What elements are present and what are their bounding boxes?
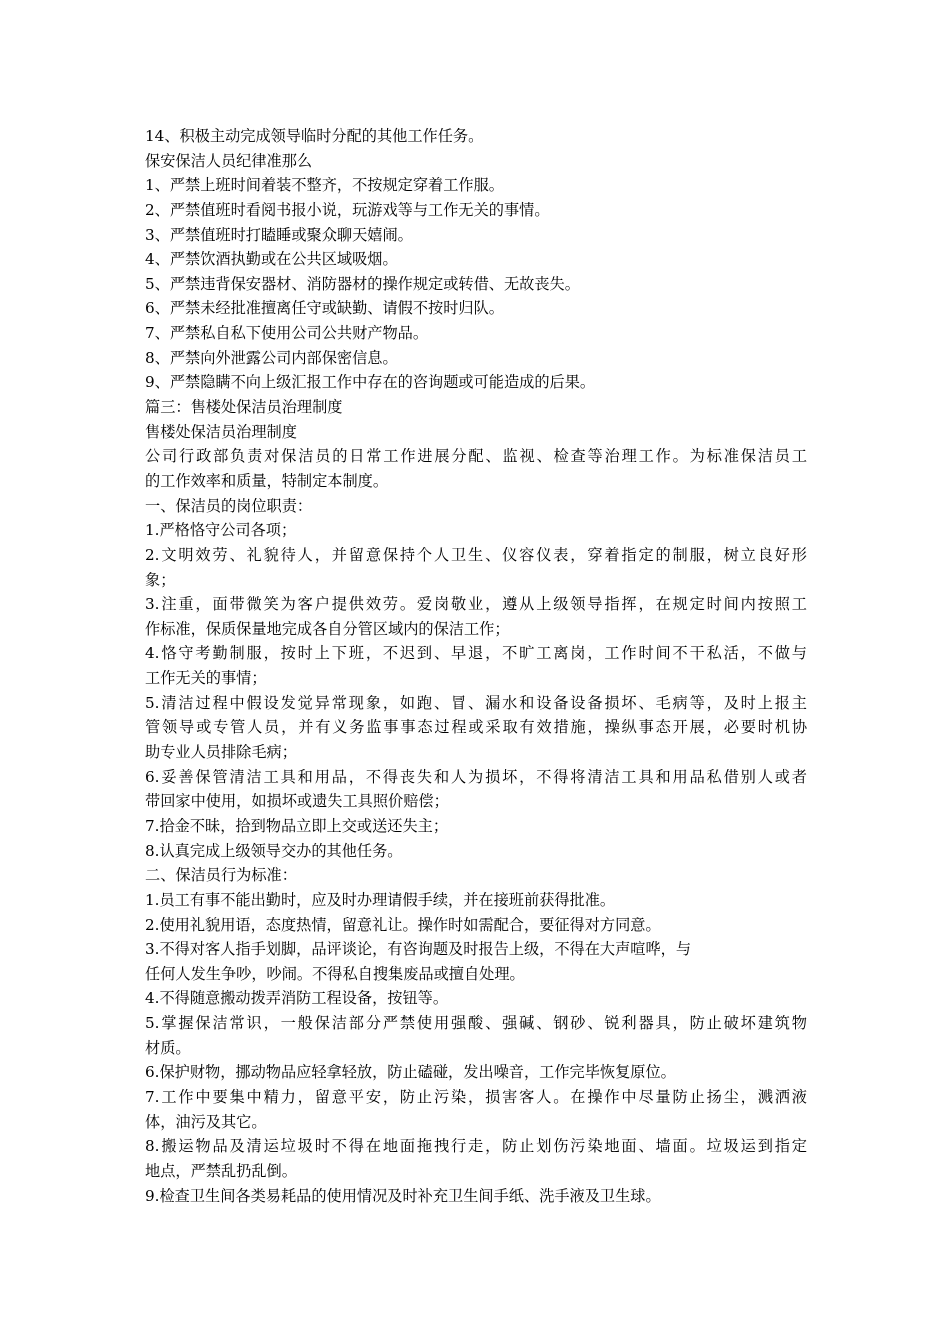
text-line: 2、严禁值班时看阅书报小说，玩游戏等与工作无关的事情。 — [145, 200, 550, 219]
text-line: 的工作效率和质量，特制定本制度。 — [145, 471, 388, 490]
text-line: 带回家中使用，如损坏或遗失工具照价赔偿； — [145, 792, 449, 811]
text-line: 5.掌握保洁常识，一般保洁部分严禁使用强酸、强碱、钢砂、锐利器具，防止破坏建筑物 — [145, 1014, 807, 1033]
text-line: 3.注重，面带微笑为客户提供效劳。爱岗敬业，遵从上级领导指挥，在规定时间内按照工 — [145, 595, 807, 614]
text-line: 助专业人员排除毛病； — [145, 743, 297, 762]
text-line: 象； — [145, 570, 176, 589]
text-line: 保安保洁人员纪律准那么 — [145, 151, 313, 170]
text-line: 7.工作中要集中精力，留意平安，防止污染，损害客人。在操作中尽量防止扬尘，溅洒液 — [145, 1087, 807, 1106]
text-line: 9.检查卫生间各类易耗品的使用情况及时补充卫生间手纸、洗手液及卫生球。 — [145, 1186, 661, 1205]
text-line: 4.不得随意搬动拨弄消防工程设备，按钮等。 — [145, 989, 449, 1008]
document-body — [145, 124, 807, 1208]
text-line: 7.拾金不昧，拾到物品立即上交或送还失主； — [145, 816, 449, 835]
text-line: 8.认真完成上级领导交办的其他任务。 — [145, 841, 403, 860]
text-line: 5、严禁违背保安器材、消防器材的操作规定或转借、无故丧失。 — [145, 274, 580, 293]
text-line: 6.保护财物，挪动物品应轻拿轻放，防止磕碰，发出噪音，工作完毕恢复原位。 — [145, 1063, 676, 1082]
text-line: 篇三：售楼处保洁员治理制度 — [145, 398, 343, 417]
text-line: 4、严禁饮酒执勤或在公共区域吸烟。 — [145, 250, 398, 269]
text-line: 1.员工有事不能出勤时，应及时办理请假手续，并在接班前获得批准。 — [145, 890, 616, 909]
text-line: 公司行政部负责对保洁员的日常工作进展分配、监视、检查等治理工作。为标准保洁员工 — [145, 447, 807, 466]
text-line: 6.妥善保管清洁工具和用品，不得丧失和人为损坏，不得将清洁工具和用品私借别人或者 — [145, 767, 807, 786]
text-line: 2.文明效劳、礼貌待人，并留意保持个人卫生、仪容仪表，穿着指定的制服，树立良好形 — [145, 545, 807, 564]
text-line: 9、严禁隐瞒不向上级汇报工作中存在的咨询题或可能造成的后果。 — [145, 373, 596, 392]
text-line: 8、严禁向外泄露公司内部保密信息。 — [145, 348, 398, 367]
text-line: 14、积极主动完成领导临时分配的其他工作任务。 — [145, 127, 484, 145]
text-line: 地点，严禁乱扔乱倒。 — [145, 1161, 297, 1180]
text-line: 7、严禁私自私下使用公司公共财产物品。 — [145, 324, 429, 343]
text-line: 4.恪守考勤制服，按时上下班，不迟到、早退，不旷工离岗，工作时间不干私活，不做与 — [145, 644, 807, 663]
text-line: 工作无关的事情； — [145, 669, 267, 688]
text-line: 体，油污及其它。 — [145, 1112, 267, 1131]
text-line: 材质。 — [145, 1038, 191, 1057]
text-line: 售楼处保洁员治理制度 — [145, 422, 297, 441]
text-line: 作标准，保质保量地完成各自分管区域内的保洁工作； — [145, 619, 510, 638]
text-line: 3.不得对客人指手划脚，品评谈论，有咨询题及时报告上级，不得在大声喧哗，与 — [145, 940, 692, 959]
text-line: 一、保洁员的岗位职责： — [145, 496, 313, 515]
text-line: 管领导或专管人员，并有义务监事事态过程或采取有效措施，操纵事态开展，必要时机协 — [145, 718, 807, 737]
text-line: 二、保洁员行为标准： — [145, 866, 297, 885]
text-line: 2.使用礼貌用语，态度热情，留意礼让。操作时如需配合，要征得对方同意。 — [145, 915, 661, 934]
text-line: 5.清洁过程中假设发觉异常现象，如跑、冒、漏水和设备设备损坏、毛病等，及时上报主 — [145, 693, 807, 712]
text-line: 6、严禁未经批准擅离任守或缺勤、请假不按时归队。 — [145, 299, 504, 318]
text-line: 8.搬运物品及清运垃圾时不得在地面拖拽行走，防止划伤污染地面、墙面。垃圾运到指定 — [145, 1137, 807, 1156]
text-line: 任何人发生争吵，吵闹。不得私自搜集废品或擅自处理。 — [145, 964, 525, 983]
text-line: 3、严禁值班时打瞌睡或聚众聊天嬉闹。 — [145, 225, 413, 244]
text-line: 1、严禁上班时间着装不整齐，不按规定穿着工作服。 — [145, 176, 504, 195]
text-line: 1.严格恪守公司各项； — [145, 521, 297, 540]
